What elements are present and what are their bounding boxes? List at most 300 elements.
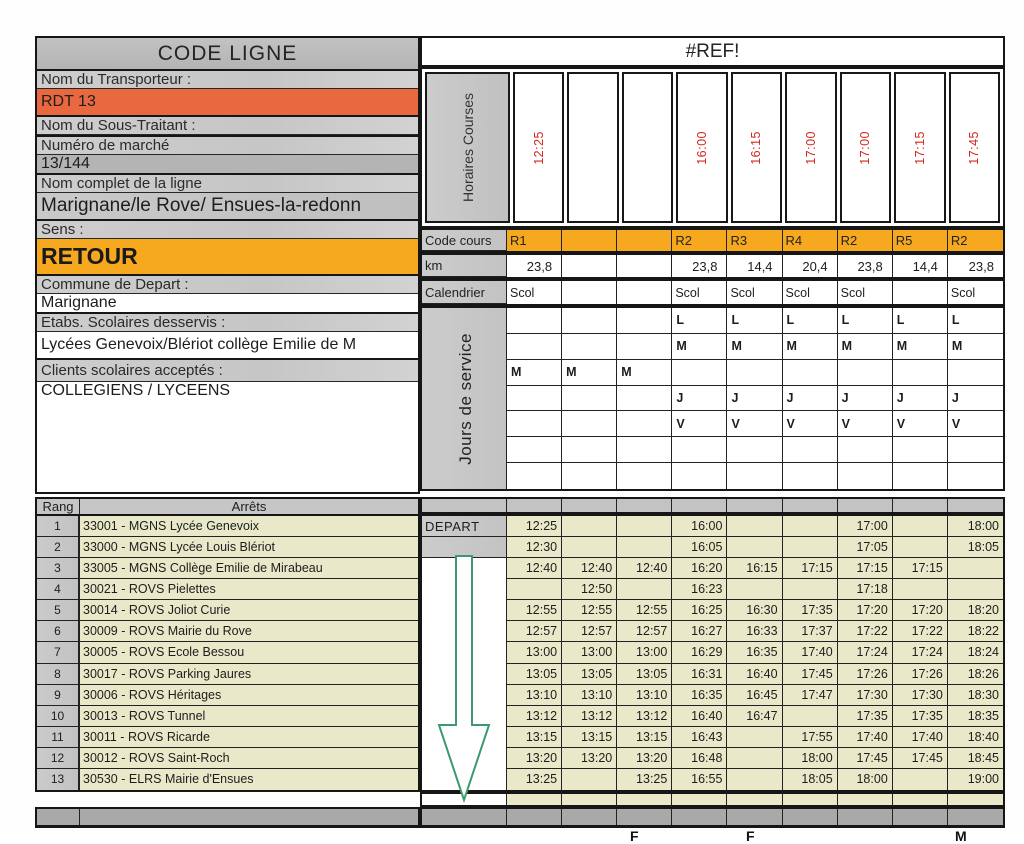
jour-cell: L [672, 308, 727, 334]
stop-rank-cell: 5 [37, 600, 80, 621]
commune-value: Marignane [37, 293, 418, 312]
jour-cell: M [948, 334, 1003, 360]
jour-cell: J [838, 386, 893, 412]
stop-time-cell: 18:05 [948, 537, 1003, 558]
commune-label: Commune de Depart : [37, 274, 418, 293]
gray-strip-cell [727, 499, 782, 512]
etabs-label: Etabs. Scolaires desservis : [37, 312, 418, 331]
stop-times-grid [420, 514, 1005, 792]
km-cell: 20,4 [783, 255, 838, 277]
jour-cell [893, 437, 948, 463]
course-time-cell [840, 72, 891, 223]
code-cours-label: Code cours [422, 230, 507, 251]
jour-cell [507, 463, 562, 489]
ligne-value: Marignane/le Rove/ Ensues-la-redonn [37, 192, 418, 219]
stop-time-cell: 16:29 [672, 642, 727, 663]
jour-cell [617, 411, 672, 437]
stop-time-cell: 13:05 [562, 664, 617, 685]
stop-time-cell: 13:25 [507, 769, 562, 790]
stop-name-cell: 30011 - ROVS Ricarde [80, 727, 418, 748]
cutoff-letter: F [630, 828, 639, 844]
bottom-gray-name-cell [80, 809, 418, 825]
stop-time-cell: 17:22 [893, 621, 948, 642]
jour-cell: L [838, 308, 893, 334]
stop-time-cell: 18:00 [783, 748, 838, 769]
jour-cell [838, 360, 893, 386]
stop-time-cell [893, 579, 948, 600]
stop-time-cell: 17:40 [783, 642, 838, 663]
course-time-cell [567, 72, 618, 223]
stop-time-cell: 12:55 [617, 600, 672, 621]
cutoff-letter: M [955, 828, 967, 844]
stop-name-cell: 30006 - ROVS Héritages [80, 685, 418, 706]
depart-label: DEPART [422, 516, 507, 537]
blank-cell [893, 794, 948, 805]
gray-strip-cell [672, 499, 727, 512]
stop-time-cell: 13:00 [507, 642, 562, 663]
stop-rank-cell: 11 [37, 727, 80, 748]
stop-time-cell: 17:40 [838, 727, 893, 748]
transporteur-label: Nom du Transporteur : [37, 69, 418, 88]
stop-time-cell: 16:40 [727, 664, 782, 685]
etabs-value: Lycées Genevoix/Blériot collège Emilie de M [37, 331, 418, 358]
stop-time-cell: 18:30 [948, 685, 1003, 706]
jour-cell: M [893, 334, 948, 360]
stop-name-cell: 30530 - ELRS Mairie d'Ensues [80, 769, 418, 790]
stop-time-cell: 16:40 [672, 706, 727, 727]
km-label: km [422, 255, 507, 277]
stop-time-cell: 17:18 [838, 579, 893, 600]
stop-time-cell: 17:15 [783, 558, 838, 579]
code-cours-cell [562, 230, 617, 251]
stop-time-cell [948, 579, 1003, 600]
stop-time-cell [562, 516, 617, 537]
jour-cell: J [893, 386, 948, 412]
rang-header: Rang [37, 499, 80, 514]
stop-time-cell: 16:05 [672, 537, 727, 558]
jour-cell: V [783, 411, 838, 437]
stop-time-cell [727, 579, 782, 600]
stop-time-cell: 17:26 [838, 664, 893, 685]
gray-strip-cell [422, 499, 507, 512]
marche-value: 13/144 [37, 154, 418, 173]
calendrier-cell: Scol [672, 281, 727, 304]
calendrier-label: Calendrier [422, 281, 507, 304]
stop-time-cell [617, 537, 672, 558]
stop-time-cell: 18:45 [948, 748, 1003, 769]
stop-time-cell: 18:35 [948, 706, 1003, 727]
calendrier-row [420, 279, 1005, 306]
jour-cell [562, 463, 617, 489]
code-cours-cell: R2 [838, 230, 893, 251]
bottom-gray-cell [783, 809, 838, 825]
stop-name-cell: 33001 - MGNS Lycée Genevoix [80, 516, 418, 537]
stop-time-cell [783, 706, 838, 727]
stops-list [35, 514, 420, 792]
stop-time-cell: 18:24 [948, 642, 1003, 663]
course-time-cell [785, 72, 836, 223]
stop-time-cell: 17:00 [838, 516, 893, 537]
jour-cell [507, 437, 562, 463]
jour-cell: M [838, 334, 893, 360]
stop-rank-cell: 13 [37, 769, 80, 790]
blank-schedule-row [420, 792, 1005, 807]
jour-cell [507, 386, 562, 412]
stop-time-cell: 16:45 [727, 685, 782, 706]
clients-value: COLLEGIENS / LYCEENS [37, 381, 418, 400]
stop-rank-cell: 12 [37, 748, 80, 769]
stop-name-cell: 30009 - ROVS Mairie du Rove [80, 621, 418, 642]
course-time-cell [949, 72, 1000, 223]
gray-strip-cell [893, 499, 948, 512]
stop-time-cell: 17:55 [783, 727, 838, 748]
blank-cell [562, 794, 617, 805]
bottom-gray-cell [562, 809, 617, 825]
stop-time-cell: 17:47 [783, 685, 838, 706]
bottom-gray-row-right [420, 807, 1005, 828]
stop-time-cell [562, 537, 617, 558]
stop-rank-cell: 10 [37, 706, 80, 727]
calendrier-cell [562, 281, 617, 304]
stop-time-cell: 13:12 [562, 706, 617, 727]
calendrier-cell: Scol [783, 281, 838, 304]
gray-strip-cell [507, 499, 562, 512]
stop-time-cell: 16:15 [727, 558, 782, 579]
stop-name-cell: 30017 - ROVS Parking Jaures [80, 664, 418, 685]
jour-cell [727, 360, 782, 386]
stop-time-cell: 17:35 [893, 706, 948, 727]
stop-time-cell: 13:00 [617, 642, 672, 663]
stop-time-cell [893, 537, 948, 558]
km-cell [562, 255, 617, 277]
course-time: 12:25 [531, 130, 546, 165]
code-cours-cell: R2 [948, 230, 1003, 251]
gray-strip-cell [562, 499, 617, 512]
bottom-gray-cell [727, 809, 782, 825]
stop-time-cell: 17:20 [838, 600, 893, 621]
stop-time-cell: 13:00 [562, 642, 617, 663]
stop-time-cell [727, 537, 782, 558]
bottom-gray-cell [893, 809, 948, 825]
arrets-header: Arrêts [80, 499, 418, 514]
stop-time-cell: 16:31 [672, 664, 727, 685]
stop-time-cell: 13:15 [507, 727, 562, 748]
jour-cell: M [727, 334, 782, 360]
jour-cell [507, 411, 562, 437]
km-cell: 14,4 [727, 255, 782, 277]
jour-cell: V [893, 411, 948, 437]
stop-time-cell [783, 579, 838, 600]
stops-header-strip [35, 497, 420, 514]
stop-time-cell: 17:45 [838, 748, 893, 769]
stop-time-cell: 13:15 [617, 727, 672, 748]
stop-time-cell: 18:05 [783, 769, 838, 790]
course-time-cell [894, 72, 945, 223]
stop-time-cell: 12:25 [507, 516, 562, 537]
stop-rank-cell: 7 [37, 642, 80, 663]
stop-time-cell: 17:30 [838, 685, 893, 706]
jour-cell: M [783, 334, 838, 360]
stop-time-cell: 17:05 [838, 537, 893, 558]
code-cours-cell: R5 [893, 230, 948, 251]
jour-cell: V [727, 411, 782, 437]
stop-time-cell: 16:55 [672, 769, 727, 790]
gray-strip-cell [783, 499, 838, 512]
code-cours-row [420, 228, 1005, 253]
km-row [420, 253, 1005, 279]
stop-time-cell: 17:24 [838, 642, 893, 663]
stop-time-cell: 17:15 [838, 558, 893, 579]
stop-time-cell: 12:57 [507, 621, 562, 642]
jours-de-service-label-cell [422, 308, 507, 489]
stop-time-cell [617, 516, 672, 537]
jour-cell [948, 360, 1003, 386]
stop-time-cell: 17:45 [893, 748, 948, 769]
course-time-cell [513, 72, 564, 223]
bottom-gray-cell [617, 809, 672, 825]
stop-time-cell: 13:20 [507, 748, 562, 769]
stop-time-cell [562, 769, 617, 790]
stop-time-cell: 13:15 [562, 727, 617, 748]
stop-time-cell: 17:45 [783, 664, 838, 685]
jour-cell [617, 463, 672, 489]
bottom-gray-rank-cell [37, 809, 80, 825]
stop-rank-cell: 1 [37, 516, 80, 537]
jour-cell [562, 437, 617, 463]
jour-cell [727, 463, 782, 489]
ref-error-cell: #REF! [420, 36, 1005, 67]
stop-time-cell: 13:10 [507, 685, 562, 706]
jour-cell [562, 334, 617, 360]
stop-rank-cell: 3 [37, 558, 80, 579]
course-time: 17:00 [803, 130, 818, 165]
km-cell [617, 255, 672, 277]
direction-down-arrow-icon [437, 555, 491, 802]
course-time-cell [622, 72, 673, 223]
km-cell: 23,8 [507, 255, 562, 277]
code-cours-cell [617, 230, 672, 251]
stop-time-cell [727, 748, 782, 769]
blank-cell [507, 794, 562, 805]
jour-cell: V [948, 411, 1003, 437]
bottom-gray-cell [422, 809, 507, 825]
jour-cell [948, 437, 1003, 463]
stop-time-cell: 16:20 [672, 558, 727, 579]
stop-name-cell: 33005 - MGNS Collège Emilie de Mirabeau [80, 558, 418, 579]
stop-time-cell [783, 537, 838, 558]
jour-cell: M [562, 360, 617, 386]
stop-time-cell: 12:50 [562, 579, 617, 600]
km-cell: 14,4 [893, 255, 948, 277]
stop-time-cell: 13:12 [617, 706, 672, 727]
jour-cell: J [672, 386, 727, 412]
stop-time-cell [783, 516, 838, 537]
jour-cell [783, 463, 838, 489]
stop-time-cell: 17:26 [893, 664, 948, 685]
stop-time-cell: 18:00 [948, 516, 1003, 537]
horaires-courses-label: Horaires Courses [459, 93, 476, 202]
stop-time-cell: 17:24 [893, 642, 948, 663]
stop-time-cell: 16:35 [672, 685, 727, 706]
ligne-label: Nom complet de la ligne [37, 173, 418, 192]
jour-cell: V [838, 411, 893, 437]
stop-time-cell: 13:05 [617, 664, 672, 685]
bottom-gray-row-left [35, 807, 420, 828]
code-cours-cell: R2 [672, 230, 727, 251]
stop-time-cell: 13:10 [617, 685, 672, 706]
stop-rank-cell: 8 [37, 664, 80, 685]
jour-cell [617, 437, 672, 463]
blank-cell [838, 794, 893, 805]
stop-time-cell: 16:43 [672, 727, 727, 748]
km-cell: 23,8 [968, 258, 994, 274]
stop-time-cell: 13:25 [617, 769, 672, 790]
horaires-courses-label-cell [425, 72, 510, 223]
jour-cell: M [672, 334, 727, 360]
stop-time-cell: 17:35 [838, 706, 893, 727]
stop-time-cell: 16:33 [727, 621, 782, 642]
stop-time-cell: 17:30 [893, 685, 948, 706]
jour-cell [617, 386, 672, 412]
calendrier-cell: Scol [838, 281, 893, 304]
bottom-gray-cell [672, 809, 727, 825]
stop-time-cell: 12:40 [617, 558, 672, 579]
jour-cell: J [727, 386, 782, 412]
stop-time-cell [727, 516, 782, 537]
jour-cell [893, 360, 948, 386]
course-time: 17:00 [858, 130, 873, 165]
jour-cell [838, 437, 893, 463]
jour-cell [617, 334, 672, 360]
calendrier-cell: Scol [950, 285, 976, 300]
sous-traitant-label: Nom du Sous-Traitant : [37, 115, 418, 134]
km-cell: 23,8 [672, 255, 727, 277]
course-time-cell [676, 72, 727, 223]
stop-name-cell: 30021 - ROVS Pielettes [80, 579, 418, 600]
marche-label: Numéro de marché [37, 135, 418, 154]
stop-rank-cell: 2 [37, 537, 80, 558]
stop-name-cell: 30012 - ROVS Saint-Roch [80, 748, 418, 769]
jour-cell: J [948, 386, 1003, 412]
jour-cell [672, 437, 727, 463]
course-time: 16:00 [695, 130, 710, 165]
course-time-cell [731, 72, 782, 223]
stop-time-cell: 16:48 [672, 748, 727, 769]
stop-time-cell: 18:20 [948, 600, 1003, 621]
jour-cell: M [617, 360, 672, 386]
stop-time-cell: 13:10 [562, 685, 617, 706]
sens-label: Sens : [37, 219, 418, 238]
stop-time-cell [617, 579, 672, 600]
jour-cell [672, 463, 727, 489]
stop-time-cell: 16:00 [672, 516, 727, 537]
stop-rank-cell: 9 [37, 685, 80, 706]
horaires-header-grid [420, 67, 1005, 228]
sens-value: RETOUR [37, 238, 418, 274]
jour-cell [562, 411, 617, 437]
stop-time-cell: 16:23 [672, 579, 727, 600]
stop-time-cell: 12:55 [507, 600, 562, 621]
stop-time-cell [727, 769, 782, 790]
stop-time-cell: 17:35 [783, 600, 838, 621]
gray-strip-cell [838, 499, 893, 512]
stop-time-cell: 12:57 [617, 621, 672, 642]
stop-name-cell: 30014 - ROVS Joliot Curie [80, 600, 418, 621]
jour-cell [727, 437, 782, 463]
jour-cell: L [948, 308, 1003, 334]
jour-cell: L [783, 308, 838, 334]
stop-time-cell [893, 516, 948, 537]
blank-cell [672, 794, 727, 805]
jour-cell [783, 360, 838, 386]
jour-cell [893, 463, 948, 489]
stop-rank-cell: 4 [37, 579, 80, 600]
jour-cell [672, 360, 727, 386]
stop-time-cell: 17:22 [838, 621, 893, 642]
bottom-gray-cell [948, 809, 1003, 825]
calendrier-cell [617, 281, 672, 304]
jour-cell: M [507, 360, 562, 386]
stop-time-cell: 19:00 [948, 769, 1003, 790]
stop-time-cell: 16:47 [727, 706, 782, 727]
stop-time-cell: 18:26 [948, 664, 1003, 685]
jour-cell: J [783, 386, 838, 412]
gray-strip-cell [948, 499, 1003, 512]
stop-time-cell [727, 727, 782, 748]
stop-time-cell [507, 579, 562, 600]
stop-time-cell: 17:37 [783, 621, 838, 642]
stop-time-cell: 18:22 [948, 621, 1003, 642]
stop-time-cell: 13:20 [617, 748, 672, 769]
code-cours-cell: R3 [727, 230, 782, 251]
stop-time-cell: 12:40 [507, 558, 562, 579]
calendrier-cell: Scol [727, 281, 782, 304]
jour-cell: L [893, 308, 948, 334]
stop-time-cell: 16:30 [727, 600, 782, 621]
jour-cell [507, 334, 562, 360]
jour-cell [948, 463, 1003, 489]
stop-time-cell: 17:15 [893, 558, 948, 579]
stop-time-cell: 18:40 [948, 727, 1003, 748]
stop-time-cell: 12:40 [562, 558, 617, 579]
stop-name-cell: 30013 - ROVS Tunnel [80, 706, 418, 727]
blank-cell [727, 794, 782, 805]
jour-cell: L [727, 308, 782, 334]
jours-de-service-label: Jours de service [455, 332, 475, 465]
jour-cell [783, 437, 838, 463]
stop-time-cell: 16:27 [672, 621, 727, 642]
jours-de-service-grid [420, 306, 1005, 491]
blank-cell [783, 794, 838, 805]
stop-time-cell [893, 769, 948, 790]
jour-cell [507, 308, 562, 334]
code-cours-cell: R1 [507, 230, 562, 251]
transporteur-value: RDT 13 [37, 88, 418, 115]
km-cell: 23,8 [838, 255, 893, 277]
gray-strip-cell [617, 499, 672, 512]
stop-time-cell: 17:20 [893, 600, 948, 621]
calendrier-cell: Scol [507, 281, 562, 304]
jour-cell [562, 308, 617, 334]
code-ligne-header: CODE LIGNE [37, 38, 418, 69]
right-gray-strip [420, 497, 1005, 514]
stop-time-cell: 17:40 [893, 727, 948, 748]
course-time: 17:15 [912, 130, 927, 165]
stop-time-cell: 12:57 [562, 621, 617, 642]
jour-cell [562, 386, 617, 412]
stop-time-cell: 13:20 [562, 748, 617, 769]
jour-cell [838, 463, 893, 489]
